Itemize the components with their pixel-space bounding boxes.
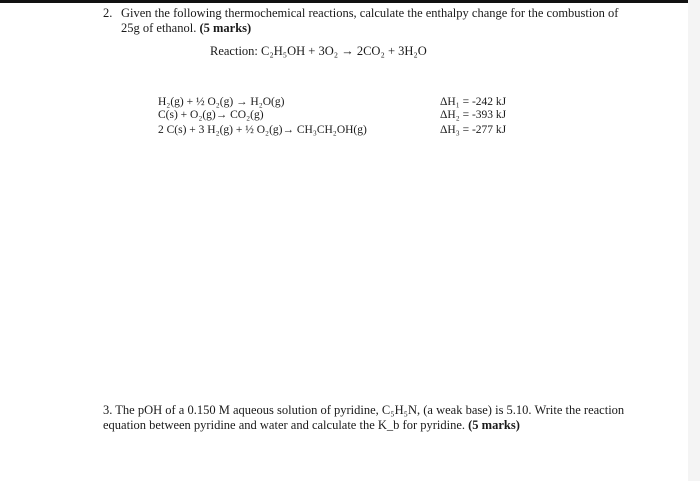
right-edge <box>688 0 700 481</box>
enthalpy-2: ΔH₂ = -393 kJ <box>440 109 507 121</box>
question-3-line2 <box>103 418 683 433</box>
question-3-line1: 3. The pOH of a 0.150 M aqueous solution of pyridine, C₅H₅N, (a weak base) is 5.10. Write the reaction <box>103 403 625 417</box>
question-2-number: 2. <box>103 6 113 20</box>
question-3-marks: (5 marks) <box>468 418 520 432</box>
equation-3: 2 C(s) + 3 H₂(g) + ½ O₂(g)→ CH₃CH₂OH(g) <box>158 124 367 136</box>
question-2-line2-text: 25g of ethanol. <box>121 21 197 35</box>
question-2-line2 <box>103 21 683 36</box>
enthalpy-3: ΔH₃ = -277 kJ <box>440 124 507 136</box>
question-2-marks: (5 marks) <box>199 21 252 35</box>
question-2-line1: Given the following thermochemical reactions, calculate the enthalpy change for the combustion of <box>121 6 619 20</box>
question-2 <box>103 6 683 36</box>
question-3-line2-text: equation between pyridine and water and calculate the K_b for pyridine. <box>103 418 466 432</box>
top-border <box>0 0 700 3</box>
equation-1: H₂(g) + ½ O₂(g) → H₂O(g) <box>158 96 285 108</box>
question-3 <box>103 403 683 433</box>
equation-2: C(s) + O₂(g)→ CO₂(g) <box>158 109 264 121</box>
combustion-reaction: Reaction: C₂H₅OH + 3O₂ → 2CO₂ + 3H₂O <box>210 44 427 58</box>
enthalpy-1: ΔH₁ = -242 kJ <box>440 96 507 108</box>
